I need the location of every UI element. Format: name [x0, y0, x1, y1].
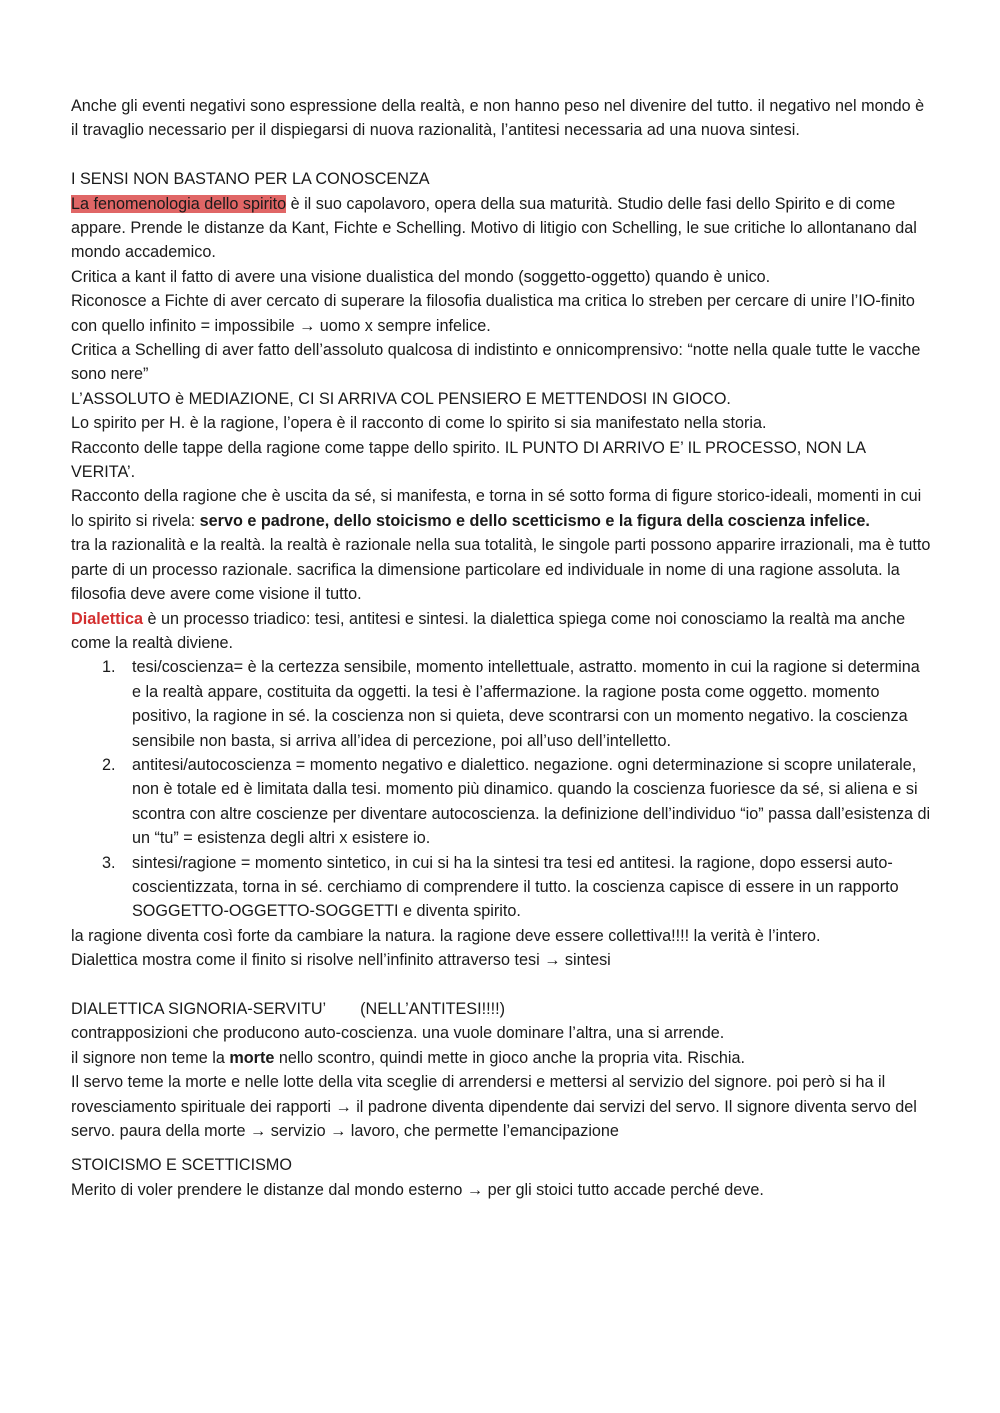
heading-text: DIALETTICA SIGNORIA-SERVITU’: [71, 1000, 327, 1018]
paragraph-text: nello scontro, quindi mette in gioco anche la propria vita. Rischia.: [274, 1048, 745, 1067]
dialectic-list: [71, 655, 933, 923]
spacer: [71, 1143, 933, 1153]
bold-morte: morte: [229, 1048, 275, 1067]
document-page: [71, 94, 933, 1202]
paragraph-fichte: Riconosce a Fichte di aver cercato di superare la filosofia dualistica ma critica lo streben per cercare di unire l’IO-finito con quello infinito = impossibile → uomo x sempre infelice.: [71, 292, 915, 335]
list-number: 3.: [102, 853, 116, 872]
section-heading-signoria: [71, 997, 933, 1021]
paragraph-servo: Il servo teme la morte e nelle lotte della vita sceglie di arrendersi e mettersi al servizio del signore. poi però si ha il rovesciamento spirituale dei rapporti → il padrone diventa dipendente dai servizi del servo. Il signore diventa servo del servo. paura della morte → servizio → lavoro, che permette l’emancipazione: [71, 1073, 917, 1141]
list-number: 2.: [102, 755, 116, 774]
paragraph-text: Racconto della ragione che è uscita da sé, si manifesta, e torna in sé sotto forma di figure storico-ideali, momenti in cui lo spirito si rivela:: [71, 487, 922, 530]
paragraph-text: è un processo triadico: tesi, antitesi e sintesi. la dialettica spiega come noi conosciamo la realtà ma anche come la realtà diviene.: [71, 609, 906, 652]
list-item-text: antitesi/autocoscienza = momento negativo e dialettico. negazione. ogni determinazione si scopre unilaterale, non è totale ed è limitata dalla tesi. momento più dinamico. quando la coscienza fuoriesce da sé, si aliena e si scontra con altre coscienze per diventare autocoscienza. la definizione dell’individuo “io” passa dall’esistenza di un “tu” = esistenza degli altri x esistere io.: [132, 755, 931, 848]
paragraph-spirito: Lo spirito per H. è la ragione, l’opera è il racconto di come lo spirito si sia manifestato nella storia.: [71, 414, 767, 433]
intro-paragraph: Anche gli eventi negativi sono espressione della realtà, e non hanno peso nel divenire del tutto. il negativo nel mondo è il travaglio necessario per il dispiegarsi di nuova razionalità, l’antitesi necessaria ad una nuova sintesi.: [71, 97, 925, 140]
heading-note: (NELL’ANTITESI!!!!): [360, 1000, 505, 1018]
list-item-text: sintesi/ragione = momento sintetico, in cui si ha la sintesi tra tesi ed antitesi. la ragione, dopo essersi auto-coscientizzata, torna in sé. cerchiamo di comprendere il tutto. la coscienza capisce di essere in un rapporto SOGGETTO-OGGETTO-SOGGETTI e diventa spirito.: [132, 853, 899, 921]
paragraph-fenomenologia: [71, 192, 933, 265]
spacer: [71, 143, 933, 167]
paragraph-merito: Merito di voler prendere le distanze dal mondo esterno → per gli stoici tutto accade perché deve.: [71, 1180, 764, 1199]
paragraph-natura: la ragione diventa così forte da cambiare la natura. la ragione deve essere collettiva!!!! la verità è l’intero.: [71, 926, 821, 945]
bold-figures: servo e padrone, dello stoicismo e dello scetticismo e la figura della coscienza infelice.: [199, 511, 870, 530]
paragraph-assoluto: L’ASSOLUTO è MEDIAZIONE, CI SI ARRIVA COL PENSIERO E METTENDOSI IN GIOCO.: [71, 389, 731, 408]
list-item: [71, 655, 933, 753]
list-number: 1.: [102, 658, 116, 677]
list-item-text: tesi/coscienza= è la certezza sensibile, momento intellettuale, astratto. momento in cui la ragione si determina e la realtà appare, costituita da oggetti. la tesi è l’affermazione. la ragione posta come oggetto. momento positivo, la ragione in sé. la coscienza non si quieta, deve scontrarsi con un momento negativo. la coscienza sensibile non basta, si arriva all’idea di percezione, poi all’uso dell’intelletto.: [132, 658, 920, 750]
section-heading-stoicismo: STOICISMO E SCETTICISMO: [71, 1156, 292, 1175]
list-item: [71, 753, 933, 851]
paragraph-kant: Critica a kant il fatto di avere una visione dualistica del mondo (soggetto-oggetto) quando è unico.: [71, 267, 771, 286]
red-keyword-dialettica: Dialettica: [71, 609, 143, 628]
paragraph-schelling: Critica a Schelling di aver fatto dell’assoluto qualcosa di indistinto e onnicomprensivo: “notte nella quale tutte le vacche sono nere”: [71, 341, 921, 384]
paragraph-finito: Dialettica mostra come il finito si risolve nell’infinito attraverso tesi → sintesi: [71, 951, 611, 970]
paragraph-text: è il suo capolavoro, opera della sua maturità. Studio delle fasi dello Spirito e di come appare. Prende le distanze da Kant, Fichte e Schelling. Motivo di litigio con Schelling, le sue critiche lo allontanano dal mondo accademico.: [71, 194, 917, 262]
section-heading-sensi: I SENSI NON BASTANO PER LA CONOSCENZA: [71, 170, 430, 189]
highlighted-title: La fenomenologia dello spirito: [71, 194, 287, 213]
paragraph-signore: [71, 1046, 933, 1070]
paragraph-tappe: Racconto delle tappe della ragione come tappe dello spirito. IL PUNTO DI ARRIVO E’ IL PROCESSO, NON LA VERITA’.: [71, 438, 866, 482]
paragraph-dialettica: [71, 607, 933, 656]
paragraph-contrapposizioni: contrapposizioni che producono auto-coscienza. una vuole dominare l’altra, una si arrende.: [71, 1024, 725, 1043]
paragraph-figure: [71, 484, 933, 533]
list-item: [71, 851, 933, 924]
spacer: [71, 973, 933, 997]
paragraph-razionalita: tra la razionalità e la realtà. la realtà è razionale nella sua totalità, le singole parti possono apparire irrazionali, ma è tutto parte di un processo razionale. sacrifica la dimensione particolare ed individuale in nome di una ragione assoluta. la filosofia deve avere come visione il tutto.: [71, 536, 931, 604]
paragraph-text: il signore non teme la: [71, 1048, 230, 1067]
